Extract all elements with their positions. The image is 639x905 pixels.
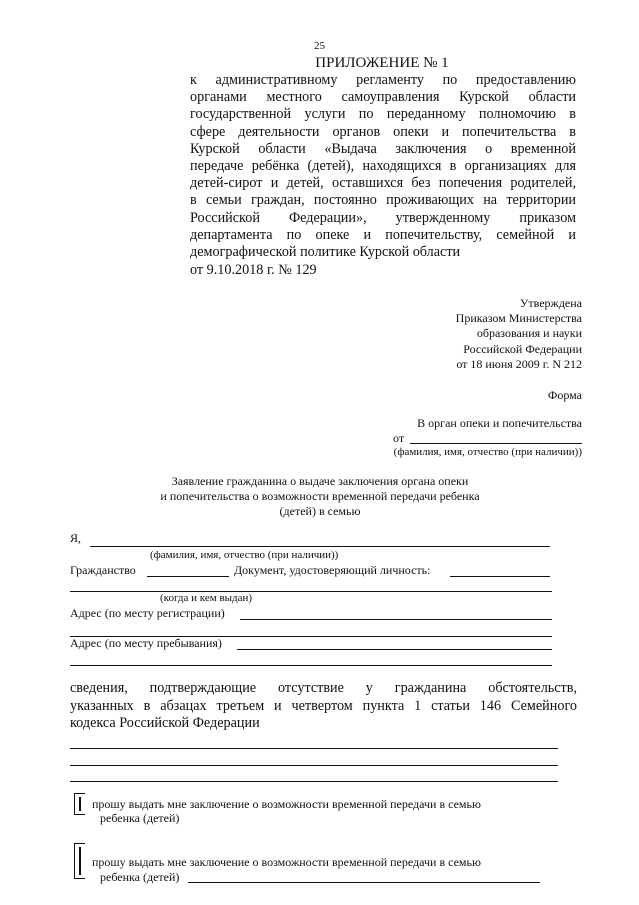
info-field-line3[interactable] (70, 781, 558, 782)
stay-address-label: Адрес (по месту пребывания) (70, 636, 222, 650)
id-doc-field-line2[interactable] (70, 591, 552, 592)
appendix-line: передаче ребёнка (детей), находящихся в организациях для (190, 157, 576, 174)
appendix-line: детей-сирот и детей, оставшихся без попечения родителей, (190, 175, 576, 192)
info-line: кодекса Российской Федерации (70, 715, 260, 731)
form-label: Форма (547, 388, 582, 402)
appendix-text (190, 72, 576, 261)
info-block (70, 680, 577, 733)
appendix-line: Курской области «Выдача заключения о временной (190, 140, 576, 157)
reg-address-label: Адрес (по месту регистрации) (70, 606, 225, 620)
page-number: 25 (314, 40, 325, 52)
approved-line: от 18 июня 2009 г. N 212 (456, 356, 582, 371)
appendix-date: от 9.10.2018 г. № 129 (190, 262, 317, 278)
id-doc-label: Документ, удостоверяющий личность: (234, 563, 431, 577)
approved-line: Российской Федерации (463, 341, 582, 356)
citizenship-field[interactable] (147, 576, 229, 577)
name-field[interactable] (90, 546, 550, 547)
request-1-text: прошу выдать мне заключение о возможности временной передачи в семью (92, 797, 481, 811)
stay-address-field-line2[interactable] (70, 665, 552, 666)
from-label: от (393, 431, 405, 445)
appendix-line: государственной услуги по переданному полномочию в (190, 106, 576, 123)
info-field-line1[interactable] (70, 748, 558, 749)
request-2-checkbox[interactable] (74, 843, 85, 879)
appendix-line: в семьи граждан, постоянно проживающих на территории (190, 192, 576, 209)
citizenship-label: Гражданство (70, 563, 136, 577)
request-2-text: прошу выдать мне заключение о возможности временной передачи в семью (92, 855, 481, 869)
request-1-checkbox[interactable] (74, 793, 85, 815)
approved-block (380, 296, 582, 372)
approved-line: Приказом Министерства (455, 311, 582, 326)
approved-line: образования и науки (476, 326, 582, 341)
request-2-text-line2: ребенка (детей) (100, 870, 180, 884)
id-doc-hint: (когда и кем выдан) (160, 592, 253, 604)
appendix-title: ПРИЛОЖЕНИЕ № 1 (315, 55, 449, 71)
appendix-line: Российской Федерации», утвержденному приказом (190, 209, 576, 226)
stay-address-field[interactable] (237, 649, 552, 650)
addressee-to: В орган опеки и попечительства (417, 416, 582, 430)
statement-title (110, 474, 530, 520)
appendix-line: демографической политике Курской области (190, 243, 461, 260)
request-2-field[interactable] (188, 882, 540, 883)
appendix-line: сфере деятельности органов опеки и попечительства в (190, 123, 576, 140)
name-hint: (фамилия, имя, отчество (при наличии)) (150, 549, 339, 561)
approved-line: Утверждена (519, 296, 582, 310)
info-field-line2[interactable] (70, 765, 558, 766)
info-line: сведения, подтверждающие отсутствие у гражданина обстоятельств, (70, 680, 577, 696)
statement-title-line: (детей) в семью (279, 504, 361, 519)
statement-title-line: Заявление гражданина о выдаче заключения органа опеки (171, 474, 469, 488)
request-1-text-line2: ребенка (детей) (100, 811, 180, 825)
from-field[interactable] (410, 443, 582, 444)
id-doc-field[interactable] (450, 576, 550, 577)
reg-address-field[interactable] (240, 619, 552, 620)
appendix-line: департамента по опеке и попечительству, семейной и (190, 226, 576, 243)
info-line: указанных в абзацах третьем и четвертом пункта 1 статьи 146 Семейного (70, 697, 577, 714)
statement-title-line: и попечительства о возможности временной передачи ребенка (160, 489, 480, 504)
i-label: Я, (70, 531, 82, 545)
appendix-line: к административному регламенту по предоставлению (190, 72, 576, 88)
appendix-line: органами местного самоуправления Курской области (190, 89, 576, 106)
from-hint: (фамилия, имя, отчество (при наличии)) (393, 446, 582, 458)
